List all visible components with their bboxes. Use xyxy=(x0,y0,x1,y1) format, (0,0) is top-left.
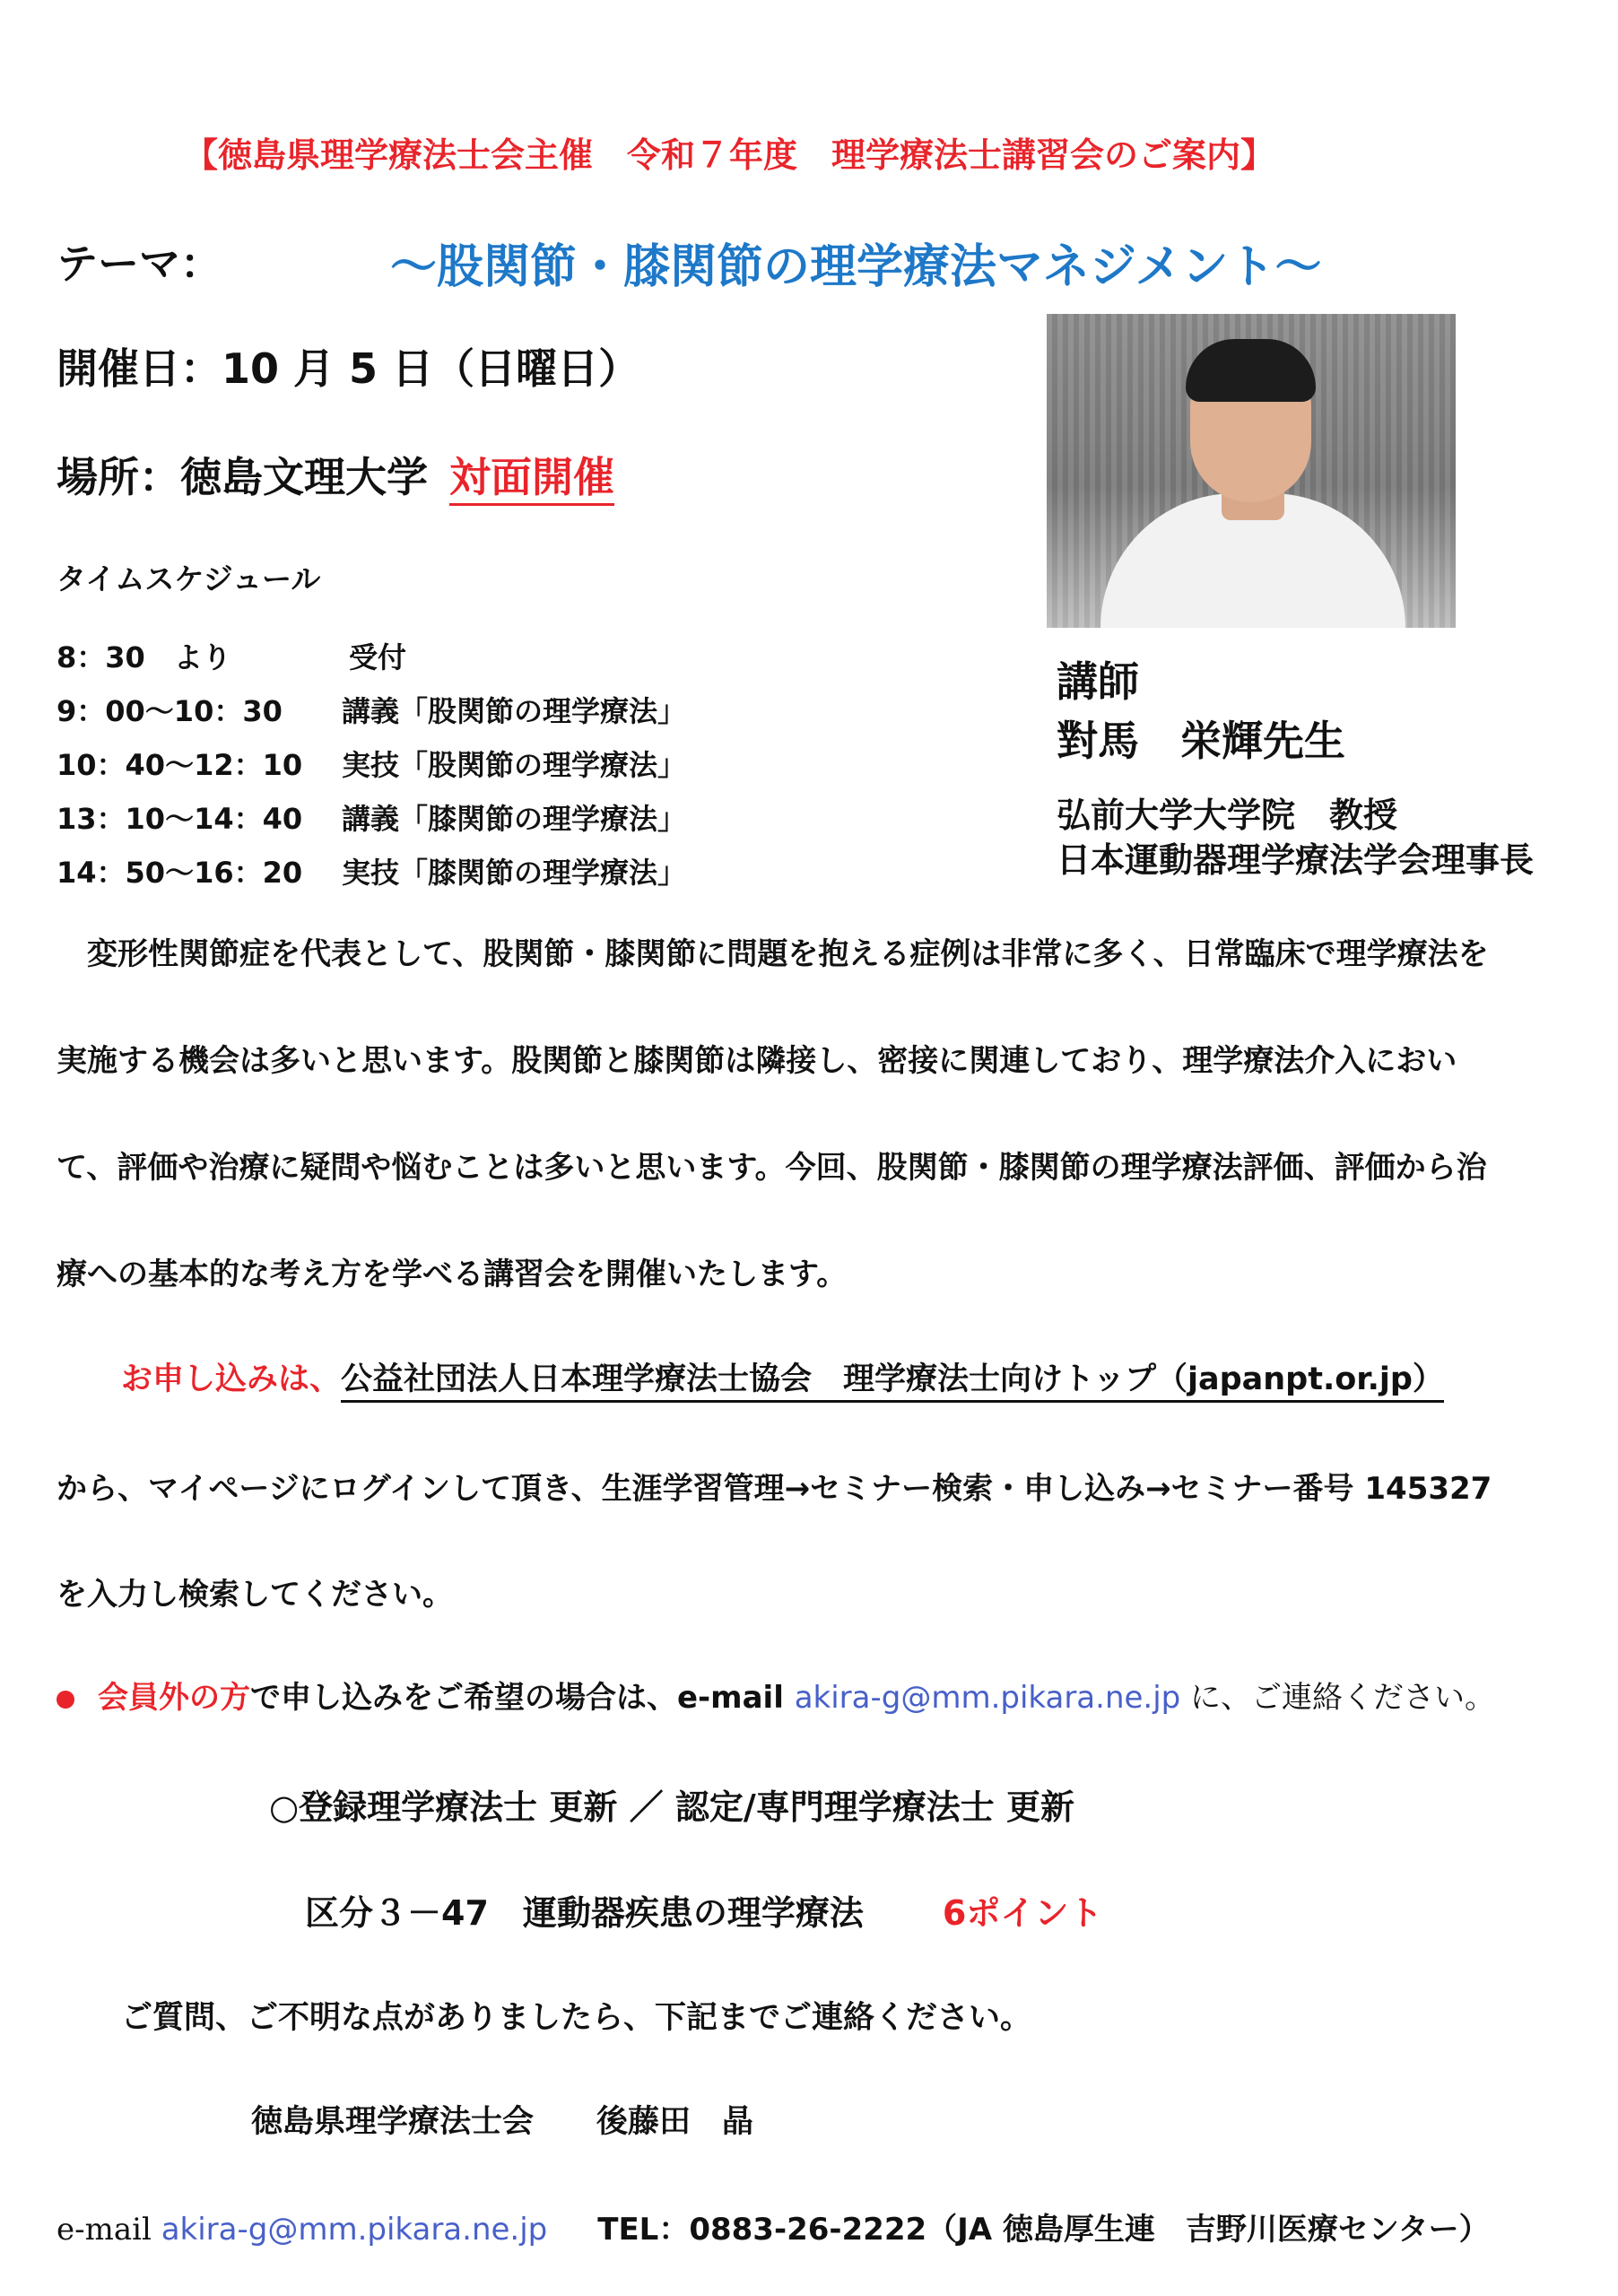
nonmember-text: で申し込みをご希望の場合は、e-mail xyxy=(250,1680,795,1716)
theme-label: テーマ： xyxy=(57,239,222,288)
credit-renewal: ○登録理学療法士 更新 ／ 認定/専門理学療法士 更新 xyxy=(269,1787,1074,1827)
bullet-icon xyxy=(57,1691,74,1709)
schedule-time: 8：30 より xyxy=(57,640,231,674)
lecturer-affiliation: 日本運動器理学療法学会理事長 xyxy=(1057,840,1535,880)
flyer-title: 【徳島県理学療法士会主催 令和７年度 理学療法士講習会のご案内】 xyxy=(184,135,1275,175)
schedule-description: 実技「股関節の理学療法」 xyxy=(342,748,687,782)
schedule-time: 14：50～16：20 xyxy=(57,856,303,890)
intro-paragraph-line: て、評価や治療に疑問や悩むことは多いと思います。今回、股関節・膝関節の理学療法評価、評価から治 xyxy=(57,1150,1487,1186)
schedule-heading: タイムスケジュール xyxy=(57,561,321,596)
application-line xyxy=(121,1354,1444,1399)
schedule-description: 受付 xyxy=(349,640,407,674)
nonmember-suffix: に、ご連絡ください。 xyxy=(1180,1680,1496,1716)
venue xyxy=(57,445,614,504)
nonmember-note xyxy=(57,1673,1495,1717)
intro-paragraph-line: 実施する機会は多いと思います。股関節と膝関節は隣接し、密接に関連しており、理学療法介入におい xyxy=(57,1043,1457,1079)
schedule-description: 講義「膝関節の理学療法」 xyxy=(342,802,687,836)
lecturer-affiliation: 弘前大学大学院 教授 xyxy=(1057,796,1398,835)
event-date: 開催日：10 月 5 日（日曜日） xyxy=(57,344,640,393)
credit-category-line xyxy=(305,1885,1102,1935)
intro-paragraph-line: 変形性関節症を代表として、股関節・膝関節に問題を抱える症例は非常に多く、日常臨床で理学療法を xyxy=(57,936,1489,972)
contact-email-label: e-mail xyxy=(57,2212,161,2248)
application-lead: お申し込みは、 xyxy=(121,1361,342,1397)
intro-paragraph-line: 療への基本的な考え方を学べる講習会を開催いたします。 xyxy=(57,1257,848,1292)
application-site-link[interactable]: 公益社団法人日本理学療法士協会 理学療法士向けトップ（japanpt.or.jp） xyxy=(341,1361,1444,1403)
credit-points: 6ポイント xyxy=(942,1893,1103,1933)
lecturer-name: 對馬 栄輝先生 xyxy=(1057,717,1345,765)
contact-line xyxy=(57,2205,1490,2248)
contact-organization: 徳島県理学療法士会 後藤田 晶 xyxy=(251,2104,754,2140)
schedule-time: 9：00～10：30 xyxy=(57,694,283,728)
schedule-description: 講義「股関節の理学療法」 xyxy=(342,694,687,728)
contact-tel: TEL：0883-26-2222（JA 徳島厚生連 吉野川医療センター） xyxy=(597,2212,1490,2248)
contact-email-link[interactable]: akira-g@mm.pikara.ne.jp xyxy=(161,2212,548,2248)
nonmember-email-link[interactable]: akira-g@mm.pikara.ne.jp xyxy=(794,1680,1181,1716)
application-instruction: を入力し検索してください。 xyxy=(57,1577,453,1613)
venue-mode-badge: 対面開催 xyxy=(449,453,614,506)
schedule-time: 13：10～14：40 xyxy=(57,802,303,836)
lecturer-role: 講師 xyxy=(1057,657,1139,706)
application-instruction: から、マイページにログインして頂き、生涯学習管理→セミナー検索・申し込み→セミナー番号 145327 xyxy=(57,1471,1492,1507)
nonmember-highlight: 会員外の方 xyxy=(98,1680,250,1716)
lecturer-photo xyxy=(1047,314,1456,628)
credit-category: 区分３－47 運動器疾患の理学療法 xyxy=(305,1893,864,1933)
inquiry-text: ご質問、ご不明な点がありましたら、下記までご連絡ください。 xyxy=(121,2000,1032,2036)
venue-label: 場所：徳島文理大学 xyxy=(57,453,428,501)
schedule-time: 10：40～12：10 xyxy=(57,748,303,782)
schedule-description: 実技「膝関節の理学療法」 xyxy=(342,856,687,890)
theme-title: ～股関節・膝関節の理学療法マネジメント～ xyxy=(390,240,1322,294)
